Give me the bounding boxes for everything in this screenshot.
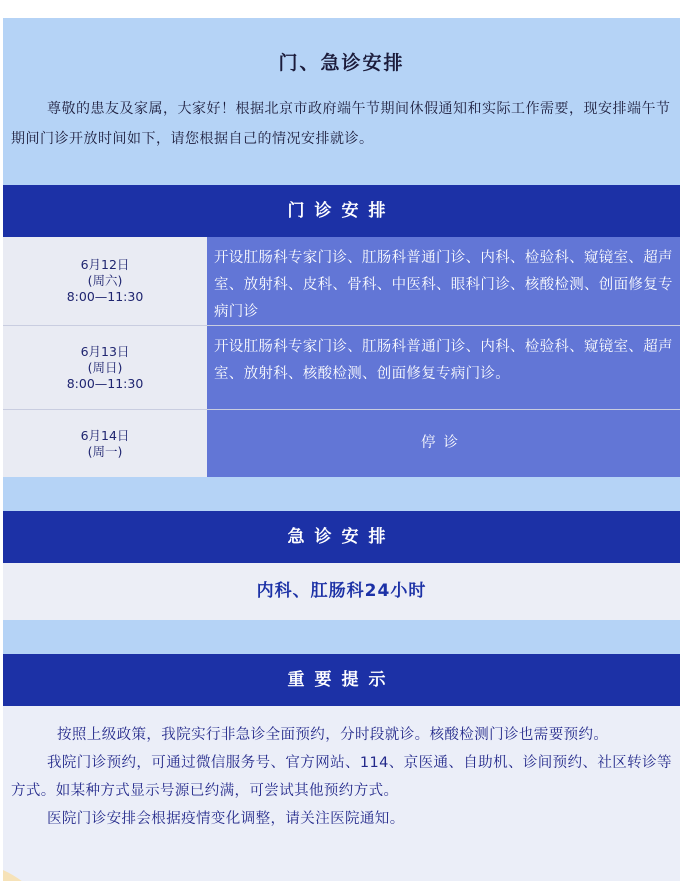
date-cell — [3, 326, 207, 409]
weekday-label: (周六) — [87, 273, 123, 288]
outpatient-heading: 门诊安排 — [3, 185, 680, 237]
emergency-content: 内科、肛肠科24小时 — [3, 563, 680, 620]
date-cell — [3, 410, 207, 477]
date-label: 6月12日 — [80, 257, 130, 272]
schedule-row — [3, 326, 680, 409]
notice-paragraph: 按照上级政策，我院实行非急诊全面预约，分时段就诊。核酸检测门诊也需要预约。 — [57, 727, 609, 743]
weekday-label: (周日) — [87, 359, 123, 375]
time-label: 8:00—11:30 — [66, 375, 144, 391]
notice-paragraph: 我院门诊预约，可通过微信服务号、官方网站、114、京医通、自助机、诊间预约、社区转诊等方式。如某种方式显示号源已约满，可尝试其他预约方式。 — [11, 755, 672, 799]
spacer — [3, 620, 680, 654]
corner-decoration — [3, 858, 43, 881]
date-cell — [3, 237, 207, 325]
closed-cell: 停诊 — [207, 410, 680, 477]
time-label: 8:00—11:30 — [66, 289, 144, 304]
date-label: 6月13日 — [80, 343, 130, 359]
date-label: 6月14日 — [80, 427, 130, 443]
schedule-row — [3, 410, 680, 477]
departments-cell: 开设肛肠科专家门诊、肛肠科普通门诊、内科、检验科、窥镜室、超声室、放射科、核酸检测、创面修复专病门诊。 — [207, 326, 680, 409]
weekday-label: (周一) — [87, 443, 123, 459]
notice-section — [3, 706, 680, 881]
intro-section — [3, 18, 680, 185]
emergency-heading: 急诊安排 — [3, 511, 680, 563]
notice-paragraph: 医院门诊安排会根据疫情变化调整，请关注医院通知。 — [47, 811, 405, 827]
page-title: 门、急诊安排 — [278, 52, 405, 74]
spacer — [3, 477, 680, 511]
notice-heading: 重要提示 — [3, 654, 680, 706]
notice-frame — [3, 18, 680, 881]
schedule-row — [3, 237, 680, 325]
greeting-paragraph: 尊敬的患友及家属，大家好！根据北京市政府端午节期间休假通知和实际工作需要，现安排端午节期间门诊开放时间如下，请您根据自己的情况安排就诊。 — [11, 101, 671, 147]
departments-cell: 开设肛肠科专家门诊、肛肠科普通门诊、内科、检验科、窥镜室、超声室、放射科、皮科、骨科、中医科、眼科门诊、核酸检测、创面修复专病门诊 — [207, 237, 680, 325]
